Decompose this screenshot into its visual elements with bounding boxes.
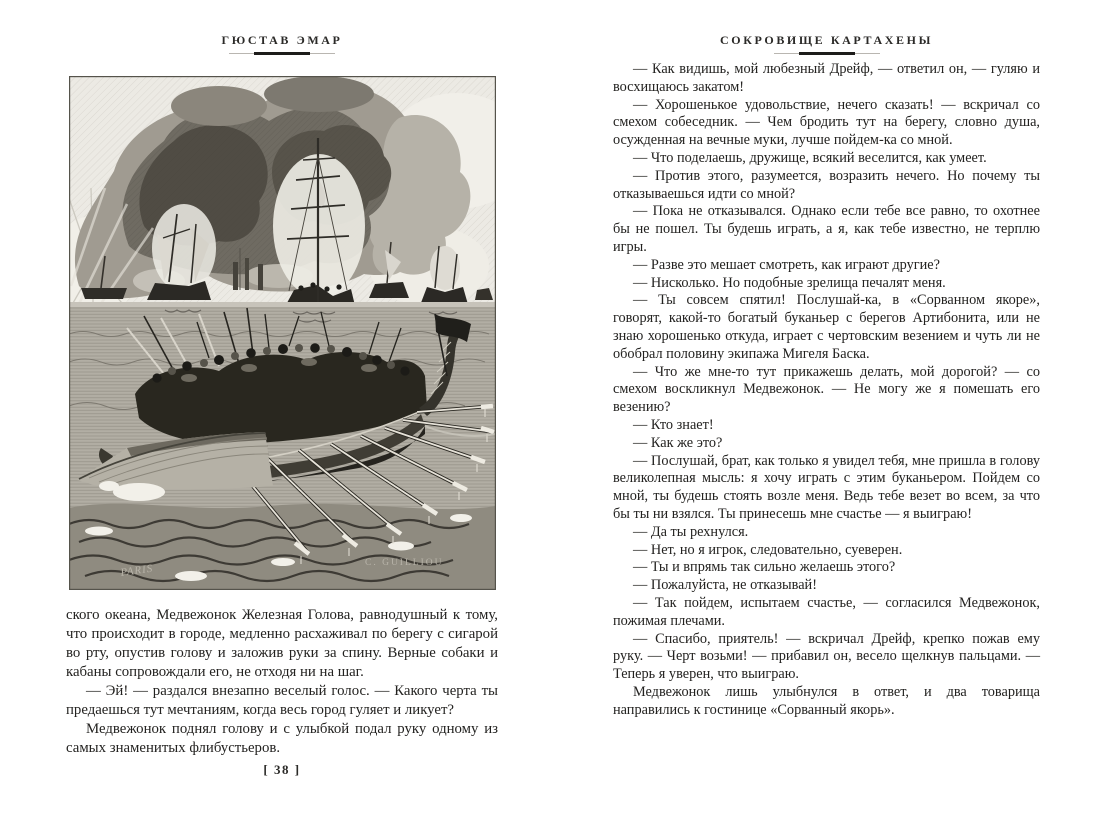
rule-center-bar — [799, 52, 855, 55]
page-right — [613, 0, 1040, 825]
paragraph: — Что же мне-то тут прикажешь делать, мой дорогой? — со смехом воскликнул Медвежонок. — Не могу же я помешать его везению? — [613, 363, 1040, 416]
paragraph: — Ты и впрямь так сильно желаешь этого? — [633, 559, 896, 576]
paragraph: — Хорошенькое удовольствие, нечего сказать! — вскричал со смехом собеседник. — Чем бродить тут на берегу, словно душа, осужденная на вечные муки, лучше пойдем-ка со мной. — [613, 96, 1040, 149]
paragraph: — Послушай, брат, как только я увидел тебя, мне пришла в голову великолепная мысль: я хочу играть с этим буканьером. Пойдем со мной, ты будешь стоять возле меня. Ведь тебе везет во всем, за что бы ты ни взялся. Ты принесешь мне счастье — я выиграю! — [613, 452, 1040, 522]
author-header: ГЮСТАВ ЭМАР — [221, 33, 343, 47]
book-title-header: СОКРОВИЩЕ КАРТАХЕНЫ — [720, 33, 933, 47]
engraving-svg — [69, 76, 496, 590]
paragraph: — Как же это? — [633, 434, 723, 451]
paragraph: — Против этого, разумеется, возразить нечего. Но почему ты отказываешься идти со мной? — [613, 167, 1040, 202]
signature-right: C. GUILLIOU — [365, 558, 444, 568]
header-rule-right — [774, 52, 880, 55]
paragraph: Медвежонок лишь улыбнулся в ответ, и два товарища направились к гостинице «Сорванный якорь». — [613, 683, 1040, 718]
paragraph: — Как видишь, мой любезный Дрейф, — ответил он, — гуляю и восхищаюсь закатом! — [613, 61, 1040, 95]
paragraph: — Пожалуйста, не отказывай! — [633, 577, 817, 594]
paragraph: Медвежонок поднял голову и с улыбкой подал руку одному из самых знаменитых флибустьеров. — [66, 721, 498, 756]
running-head-left — [66, 33, 498, 55]
paragraph: ского океана, Медвежонок Железная Голова, равнодушный к тому, что происходит в городе, медленно расхаживал по берегу с сигарой во рту, опустив голову и заложив руки за спину. Верные собаки и кабаны сопровождали его, не отходя ни на шаг. — [66, 607, 498, 680]
paragraph: — Нисколько. Но подобные зрелища печалят меня. — [633, 274, 946, 291]
paragraph: — Пока не отказывался. Однако если тебе все равно, то охотнее бы не пошел. Ты будешь играть, а я, как тебе известно, не терплю игры. — [613, 203, 1040, 255]
paragraph: — Нет, но я игрок, следовательно, суеверен. — [633, 541, 903, 558]
page-left — [66, 0, 498, 825]
page-number: [ 38 ] — [263, 762, 301, 777]
paragraph: — Спасибо, приятель! — вскричал Дрейф, крепко пожав ему руку. — Черт возьми! — прибавил он, весело щелкнув пальцами. — Теперь я уверен, что выиграю. — [613, 630, 1040, 683]
paragraph: — Эй! — раздался внезапно веселый голос. — Какого черта ты предаешься тут мечтаниям, когда весь город гуляет и ликует? — [66, 683, 498, 718]
paragraph: — Что поделаешь, дружище, всякий веселится, как умеет. — [633, 149, 987, 166]
paragraph: — Разве это мешает смотреть, как играют другие? — [633, 256, 940, 273]
paragraph: — Кто знает! — [633, 416, 714, 433]
header-rule-left — [229, 52, 335, 55]
paragraph: — Да ты рехнулся. — [633, 523, 749, 540]
paragraph: — Ты совсем спятил! Послушай-ка, в «Сорванном якоре», говорят, какой-то богатый буканьер с берегов Артибонита, или не знаю хорошенько откуда, играет с чертовским везением и чуть ли не обобрал половину экипажа Мигеля Баска. — [613, 292, 1040, 362]
illustration — [69, 76, 496, 590]
paragraph: — Так пойдем, испытаем счастье, — согласился Медвежонок, пожимая плечами. — [613, 594, 1040, 629]
right-page-text — [613, 61, 1040, 719]
signature-left: PARIS — [119, 562, 155, 579]
running-head-right — [613, 33, 1040, 55]
rule-center-bar — [254, 52, 310, 55]
left-page-text — [66, 606, 498, 758]
